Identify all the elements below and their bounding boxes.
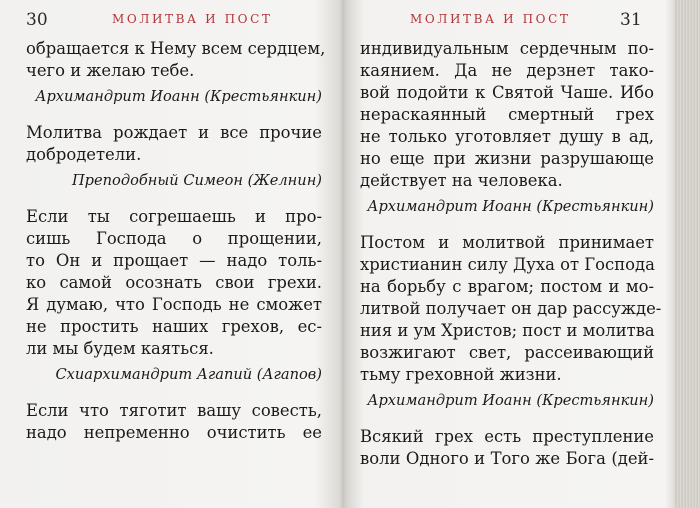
text-line: добродетели. [26, 145, 142, 164]
text-line: сишь Господа о прощении, [26, 229, 322, 248]
paragraph [26, 206, 322, 386]
running-head-left: МОЛИТВА И ПОСТ [112, 12, 273, 26]
text-line: возжигают свет, рассеивающий [360, 343, 654, 362]
text-line: ли мы будем каяться. [26, 339, 214, 358]
text-line: тьму греховной жизни. [360, 365, 562, 384]
right-page [344, 0, 674, 508]
text-line: не только уготовляет душу в ад, [360, 127, 654, 146]
paragraph [26, 400, 322, 444]
text-line: вой подойти к Святой Чаше. Ибо [360, 83, 654, 102]
text-line: Молитва рождает и все прочие [26, 123, 322, 142]
paragraph [360, 38, 654, 218]
text-line: действует на человека. [360, 171, 563, 190]
attribution: Схиархимандрит Агапий (Агапов) [55, 366, 322, 383]
paragraph [26, 38, 326, 108]
text-line: Если ты согрешаешь и про- [26, 207, 322, 226]
text-line: индивидуальным сердечным по- [360, 39, 654, 58]
paragraph [360, 426, 654, 470]
text-line: не простить наших грехов, ес- [26, 317, 322, 336]
attribution: Архимандрит Иоанн (Крестьянкин) [367, 198, 654, 215]
text-line: то Он и прощает — надо толь- [26, 251, 322, 270]
running-head-right: МОЛИТВА И ПОСТ [410, 12, 571, 26]
text-line: на борьбу с врагом; постом и мо- [360, 277, 654, 296]
text-line: ко самой осознать свои грехи. [26, 273, 322, 292]
paragraph [360, 232, 662, 412]
text-line: Всякий грех есть преступление [360, 427, 654, 446]
left-page [0, 0, 340, 508]
text-line: Я думаю, что Господь не сможет [26, 295, 322, 314]
page-number-right: 31 [620, 10, 642, 30]
text-line: христианин силу Духа от Господа [360, 255, 655, 274]
attribution: Преподобный Симеон (Желнин) [71, 172, 322, 189]
attribution: Архимандрит Иоанн (Крестьянкин) [35, 88, 322, 105]
text-line: Если что тяготит вашу совесть, [26, 401, 322, 420]
left-page-text [26, 38, 326, 444]
text-line: ния и ум Христов; пост и молитва [360, 321, 655, 340]
text-line: обращается к Нему всем сердцем, [26, 39, 326, 58]
text-line: но еще при жизни разрушающе [360, 149, 654, 168]
text-line: надо непременно очистить ее [26, 423, 322, 442]
text-line: чего и желаю тебе. [26, 61, 195, 80]
paragraph [26, 122, 322, 192]
text-line: каянием. Да не дерзнет тако- [360, 61, 654, 80]
page-edges [674, 0, 700, 508]
text-line: литвой получает он дар рассужде- [360, 299, 662, 318]
page-number-left: 30 [26, 10, 48, 30]
text-line: Постом и молитвой принимает [360, 233, 654, 252]
text-line: воли Одного и Того же Бога (дей- [360, 449, 654, 468]
text-line: нераскаянный смертный грех [360, 105, 654, 124]
attribution: Архимандрит Иоанн (Крестьянкин) [367, 392, 654, 409]
right-page-text [360, 38, 662, 470]
